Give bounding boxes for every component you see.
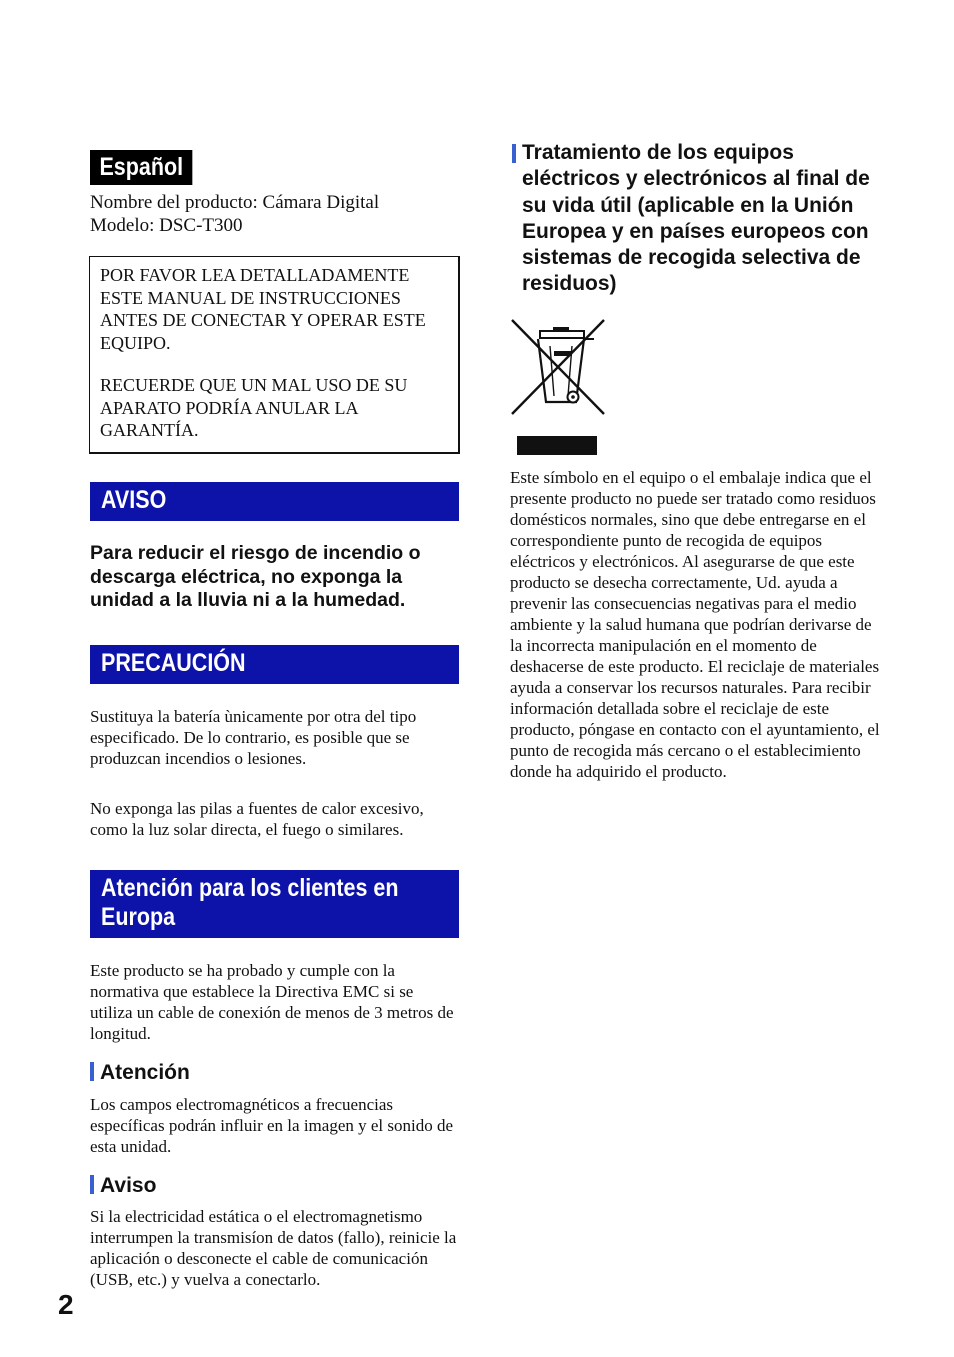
subheading-marker: [512, 144, 516, 163]
product-info: [90, 191, 460, 237]
aviso-static-body: Si la electricidad estática o el electromagnetismo interrumpen la transmisíon de datos (fallo), reinicie la aplicación o desconecte el cable de comunicación (USB, etc.) y vuelva a conectarlo.: [90, 1207, 457, 1289]
subheading-atencion-label: Atención: [100, 1061, 190, 1084]
section-title-aviso: AVISO: [101, 486, 167, 514]
heading-tratamiento-label: Tratamiento de los equipos eléctricos y electrónicos al final de su vida útil (aplicable en la Unión Europea y en países europeos con sistemas de recogida selectiva de residuos): [522, 141, 870, 296]
notice-paragraph-1: POR FAVOR LEA DETALLADAMENTE ESTE MANUAL DE INSTRUCCIONES ANTES DE CONECTAR Y OPERAR ESTE EQUIPO.: [100, 265, 426, 353]
section-title-europa: Atención para los clientes en Europa: [101, 874, 399, 931]
crossed-out-wheelie-bin-icon: [510, 318, 606, 458]
section-header-precaucion: [90, 645, 459, 684]
subheading-marker: [90, 1062, 94, 1081]
europa-body: Este producto se ha probado y cumple con la normativa que establece la Directiva EMC si se utiliza un cable de conexión de menos de 3 metros de longitud.: [90, 961, 454, 1043]
subheading-marker: [90, 1175, 94, 1194]
fire-warning-text: Para reducir el riesgo de incendio o descarga eléctrica, no exponga la unidad a la lluvia ni a la humedad.: [90, 542, 421, 611]
precaucion-paragraph-2: No exponga las pilas a fuentes de calor excesivo, como la luz solar directa, el fuego o similares.: [90, 799, 424, 839]
atencion-body: Los campos electromagnéticos a frecuencias específicas podrán influir en la imagen y el sonido de esta unidad.: [90, 1095, 454, 1156]
section-header-europa: [90, 870, 459, 938]
product-model-line: Modelo: DSC-T300: [90, 215, 243, 236]
language-tag: Español: [90, 150, 193, 185]
subheading-atencion: [90, 1061, 190, 1085]
tratamiento-body: Este símbolo en el equipo o el embalaje indica que el presente producto no puede ser tratado como residuos domésticos normales, sino que debe entregarse en el correspondiente punto de recogida de equipos eléctricos y electrónicos. Al asegurarse de que este producto se desecha correctamente, Ud. ayuda a prevenir las consecuencias negativas para el medio ambiente y la salud humana que podrían derivarse de la incorrecta manipulación en el momento de deshacerse de este producto. El reciclaje de materiales ayuda a conservar los recursos naturales. Para recibir información detallada sobre el reciclaje de este producto, póngase en contacto con el ayuntamiento, el punto de recogida más cercano o el establecimiento donde ha adquirido el producto.: [510, 468, 880, 781]
notice-paragraph-2: RECUERDE QUE UN MAL USO DE SU APARATO PODRÍA ANULAR LA GARANTÍA.: [100, 375, 408, 440]
section-header-aviso: [90, 482, 459, 521]
subheading-aviso: [90, 1174, 156, 1198]
product-name-line: Nombre del producto: Cámara Digital: [90, 192, 380, 213]
notice-box: [89, 256, 460, 454]
section-title-precaucion: PRECAUCIÓN: [101, 649, 246, 677]
heading-tratamiento: [512, 140, 892, 298]
precaucion-paragraph-1: Sustituya la batería ùnicamente por otra del tipo especificado. De lo contrario, es posible que se produzcan incendios o lesiones.: [90, 707, 417, 768]
subheading-aviso-label: Aviso: [100, 1174, 157, 1197]
page-number: 2: [58, 1289, 74, 1320]
